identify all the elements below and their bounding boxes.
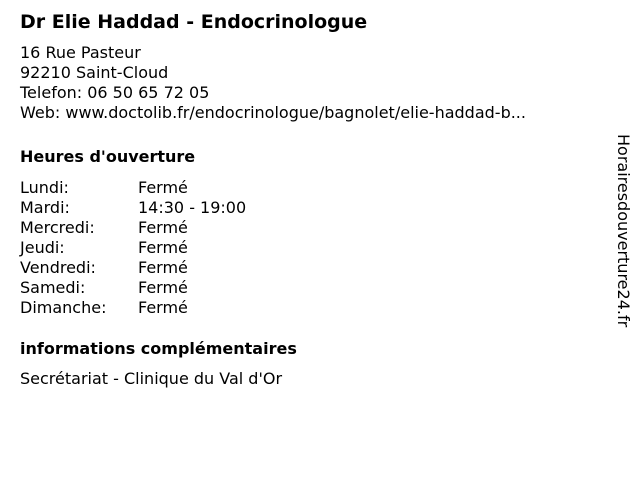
day-label: Samedi: [20,278,86,297]
opening-hours-table [20,178,600,318]
day-hours: Fermé [138,178,188,197]
day-hours: Fermé [138,238,188,257]
page-title: Dr Elie Haddad - Endocrinologue [20,11,368,33]
hours-row-tuesday [20,198,600,218]
day-hours: Fermé [138,218,188,237]
additional-info-text: Secrétariat - Clinique du Val d'Or [20,369,283,388]
additional-info-title: informations complémentaires [20,339,297,358]
day-hours: Fermé [138,258,188,277]
hours-row-sunday [20,298,600,318]
website-link: Web: www.doctolib.fr/endocrinologue/bagnolet/elie-haddad-b... [20,103,526,122]
day-label: Dimanche: [20,298,107,317]
address-street: 16 Rue Pasteur [20,43,141,62]
hours-row-wednesday [20,218,600,238]
hours-row-thursday [20,238,600,258]
address-block [20,43,600,123]
day-label: Vendredi: [20,258,96,277]
address-city: 92210 Saint-Cloud [20,63,169,82]
day-label: Mercredi: [20,218,95,237]
hours-row-monday [20,178,600,198]
hours-row-saturday [20,278,600,298]
site-watermark: Horairesdouverture24.fr [614,134,633,328]
day-hours: Fermé [138,298,188,317]
phone-number: Telefon: 06 50 65 72 05 [20,83,210,102]
day-label: Mardi: [20,198,70,217]
day-label: Lundi: [20,178,69,197]
hours-row-friday [20,258,600,278]
doctor-card [20,10,600,389]
day-label: Jeudi: [20,238,65,257]
day-hours: Fermé [138,278,188,297]
day-hours: 14:30 - 19:00 [138,198,247,217]
opening-hours-title: Heures d'ouverture [20,147,196,166]
